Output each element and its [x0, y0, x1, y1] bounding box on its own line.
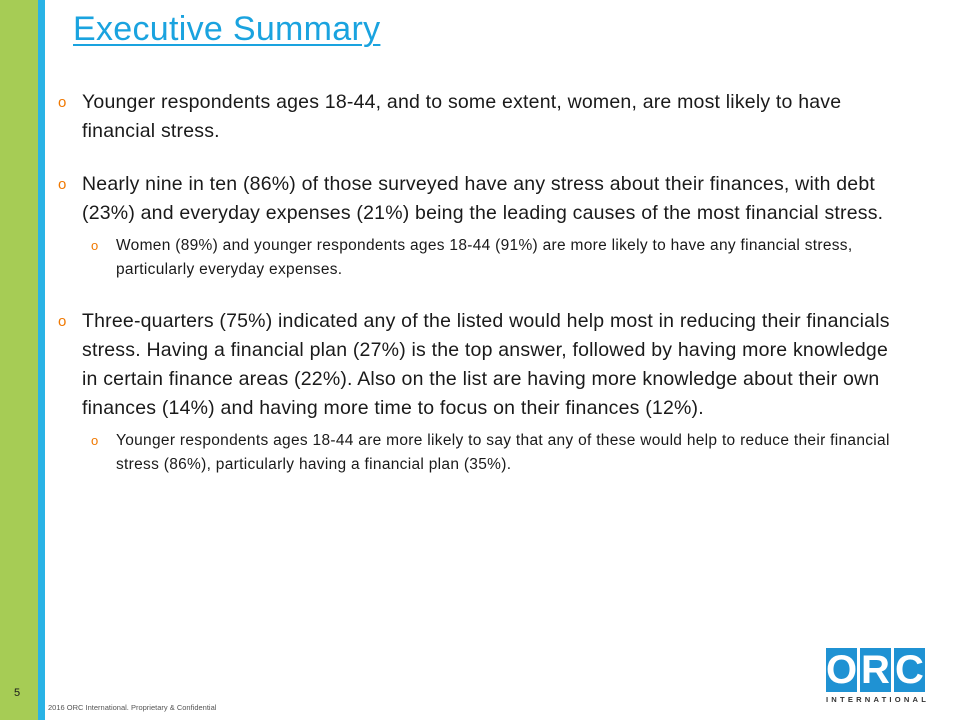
sub-bullet-text: Younger respondents ages 18-44 are more likely to say that any of these would help to reduce their financial stress (86%), particularly having a financial plan (35%).: [116, 432, 890, 473]
bullet-2: [57, 170, 907, 228]
sub-bullet-3-1: [91, 429, 907, 476]
slide-title: Executive Summary: [73, 10, 381, 48]
bullet-marker: o: [58, 94, 67, 111]
bullet-text: Nearly nine in ten (86%) of those surveyed have any stress about their finances, with debt (23%) and everyday expenses (21%) being the leading causes of the most financial stress.: [82, 173, 884, 224]
bullet-marker: o: [58, 176, 67, 193]
logo-letter-c: C: [895, 648, 924, 692]
bullet-text: Three-quarters (75%) indicated any of the listed would help most in reducing their financials stress. Having a financial plan (27%) is the top answer, followed by having more knowledge in certain finance areas (22%). Also on the list are having more knowledge about their own finances (14%) and having more time to focus on their finances (12%).: [82, 310, 890, 419]
orc-logo: [826, 648, 930, 712]
logo-letter-r: R: [861, 648, 890, 692]
bullet-1: [57, 88, 907, 146]
footer-confidential: 2016 ORC International. Proprietary & Confidential: [48, 703, 217, 712]
sub-bullet-text: Women (89%) and younger respondents ages 18-44 (91%) are more likely to have any financial stress, particularly everyday expenses.: [116, 237, 853, 278]
slide-content: [57, 88, 907, 476]
bullet-3: [57, 307, 907, 423]
bullet-text: Younger respondents ages 18-44, and to some extent, women, are most likely to have financial stress.: [82, 91, 842, 142]
sub-bullet-marker: o: [91, 238, 99, 253]
logo-subtitle: INTERNATIONAL: [826, 695, 930, 704]
page-number: 5: [14, 687, 21, 699]
bullet-marker: o: [58, 313, 67, 330]
sub-bullet-2-1: [91, 234, 907, 281]
logo-letters: [826, 648, 926, 692]
sub-bullet-marker: o: [91, 433, 99, 448]
left-accent-bar-green: [0, 0, 38, 720]
logo-letter-o: O: [826, 648, 858, 692]
left-accent-bar-blue: [38, 0, 45, 720]
